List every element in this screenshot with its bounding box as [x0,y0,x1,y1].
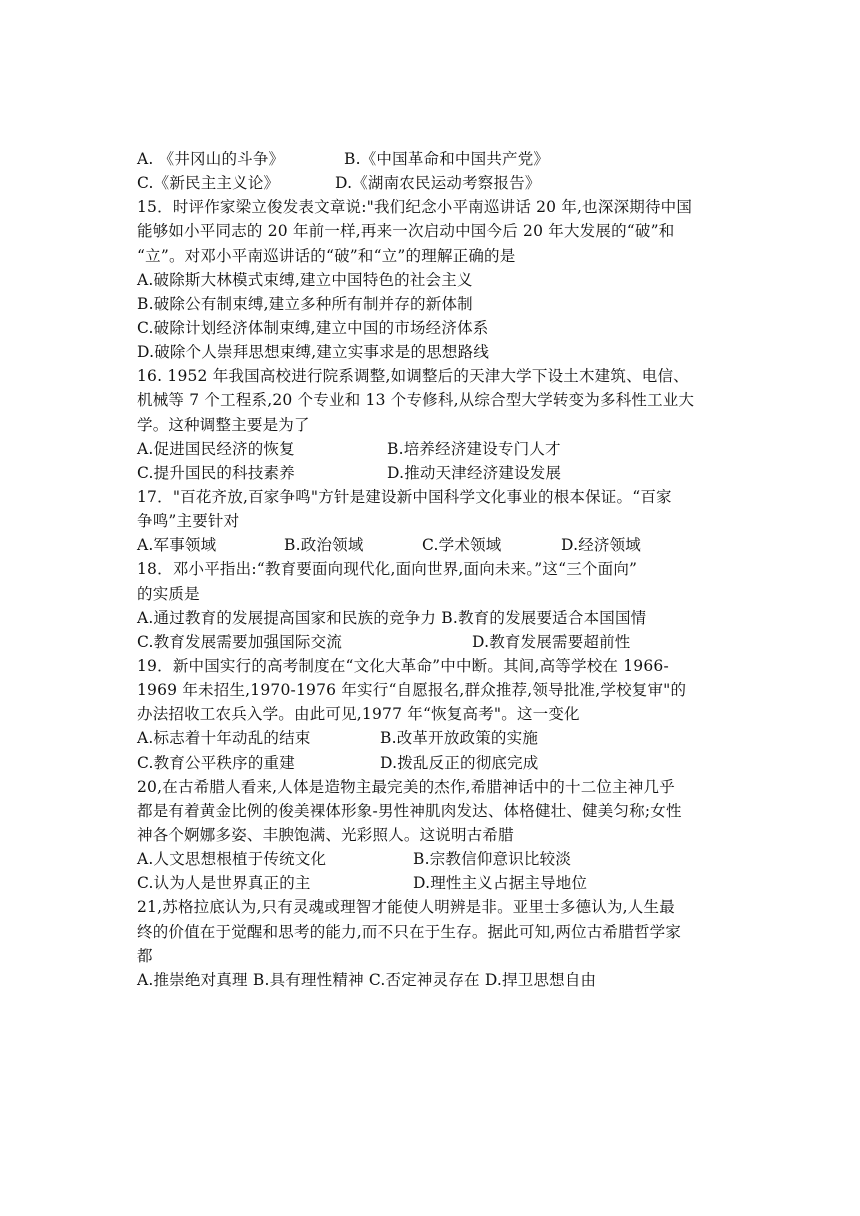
q20-option-d: D.理性主义占据主导地位 [413,874,588,893]
q16-option-d: D.推动天津经济建设发展 [387,463,562,482]
q19-stem-line-1: 19．新中国实行的高考制度在“文化大革命”中中断。其间,高等学校在 1966- [137,656,669,675]
q21-options-line: A.推崇绝对真理 B.具有理性精神 C.否定神灵存在 D.捍卫思想自由 [137,970,597,989]
q17-option-d: D.经济领域 [561,536,642,555]
q19-stem-line-2: 1969 年未招生,1970-1976 年实行“自愿报名,群众推荐,领导批准,学校复审"的 [137,681,687,700]
q17-stem-line-2: 争鸣”主要针对 [137,512,240,531]
q20-option-a: A.人文思想根植于传统文化 [137,850,327,869]
q17-stem-line-1: 17．"百花齐放,百家争鸣"方针是建设新中国科学文化事业的根本保证。“百家 [137,487,672,506]
q19-option-b: B.改革开放政策的实施 [380,729,539,748]
q18-options-ab: A.通过教育的发展提高国家和民族的竞争力 B.教育的发展要适合本国国情 [137,608,647,627]
q19-option-c: C.教育公平秩序的重建 [137,753,295,772]
q15-option-c: C.破除计划经济体制束缚,建立中国的市场经济体系 [137,318,489,337]
q20-option-c: C.认为人是世界真正的主 [137,874,311,893]
q17-option-a: A.军事领域 [137,536,217,555]
q14-options-row-1 [137,147,757,171]
q21-stem-line-3: 都 [137,946,153,965]
q16-stem-line-3: 学。这种调整主要是为了 [137,415,310,434]
q14-option-a: A. 《井冈山的斗争》 [137,150,285,168]
q15-stem-line-1: 15．时评作家梁立俊发表文章说:"我们纪念小平南巡讲话 20 年,也深深期待中国 [137,198,693,217]
q14-options-row-2 [137,171,757,195]
q19-options-row-2 [137,751,757,775]
q15-stem-line-2: 能够如小平同志的 20 年前一样,再来一次启动中国今后 20 年大发展的“破”和 [137,222,675,241]
q20-stem-line-1: 20,在古希腊人看来,人体是造物主最完美的杰作,希腊神话中的十二位主神几乎 [137,777,675,796]
q14-option-c: C.《新民主主义论》 [137,174,280,193]
q17-option-b: B.政治领域 [284,536,364,555]
q16-option-a: A.促进国民经济的恢复 [137,439,295,458]
q18-option-d: D.教育发展需要超前性 [472,632,631,651]
q19-option-a: A.标志着十年动乱的结束 [137,729,311,748]
q21-stem-line-1: 21,苏格拉底认为,只有灵魂或理智才能使人明辨是非。亚里士多德认为,人生最 [137,898,675,917]
q20-option-b: B.宗教信仰意识比较淡 [413,850,572,869]
q16-options-row-1 [137,437,757,461]
q15-option-b: B.破除公有制束缚,建立多种所有制并存的新体制 [137,294,473,313]
q18-options-row-2 [137,630,757,654]
q19-options-row-1 [137,726,757,750]
q18-stem-line-1: 18．邓小平指出:“教育要面向现代化,面向世界,面向未来。”这“三个面向” [137,560,638,579]
q21-stem-line-2: 终的价值在于觉醒和思考的能力,而不只在于生存。据此可知,两位古希腊哲学家 [137,922,682,941]
q16-stem-line-1: 16. 1952 年我国高校进行院系调整,如调整后的天津大学下设土木建筑、电信、 [137,367,689,386]
q16-options-row-2 [137,461,757,485]
q18-option-c: C.教育发展需要加强国际交流 [137,632,343,651]
q20-stem-line-3: 神各个婀娜多姿、丰腴饱满、光彩照人。这说明古希腊 [137,825,514,844]
q14-option-d: D.《湖南农民运动考察报告》 [335,174,541,193]
q19-stem-line-3: 办法招收工农兵入学。由此可见,1977 年“恢复高考"。这一变化 [137,705,580,724]
q15-option-d: D.破除个人崇拜思想束缚,建立实事求是的思想路线 [137,343,490,362]
q18-stem-line-2: 的实质是 [137,584,200,603]
q20-stem-line-2: 都是有着黄金比例的俊美裸体形象-男性神肌肉发达、体格健壮、健美匀称;女性 [137,801,682,820]
q17-option-c: C.学术领域 [422,536,502,555]
q19-option-d: D.拨乱反正的彻底完成 [380,753,539,772]
q16-option-b: B.培养经济建设专门人才 [387,439,561,458]
q16-option-c: C.提升国民的科技素养 [137,463,295,482]
q16-stem-line-2: 机械等 7 个工程系,20 个专业和 13 个专修科,从综合型大学转变为多科性工业大 [137,391,695,410]
q20-options-row-2 [137,871,757,895]
q14-option-b: B.《中国革命和中国共产党》 [344,150,550,168]
q20-options-row-1 [137,847,757,871]
q17-options-row [137,533,757,557]
exam-content [137,147,757,992]
q15-option-a: A.破除斯大林模式束缚,建立中国特色的社会主义 [137,270,473,289]
q15-stem-line-3: “立”。对邓小平南巡讲话的“破”和“立”的理解正确的是 [137,246,516,265]
